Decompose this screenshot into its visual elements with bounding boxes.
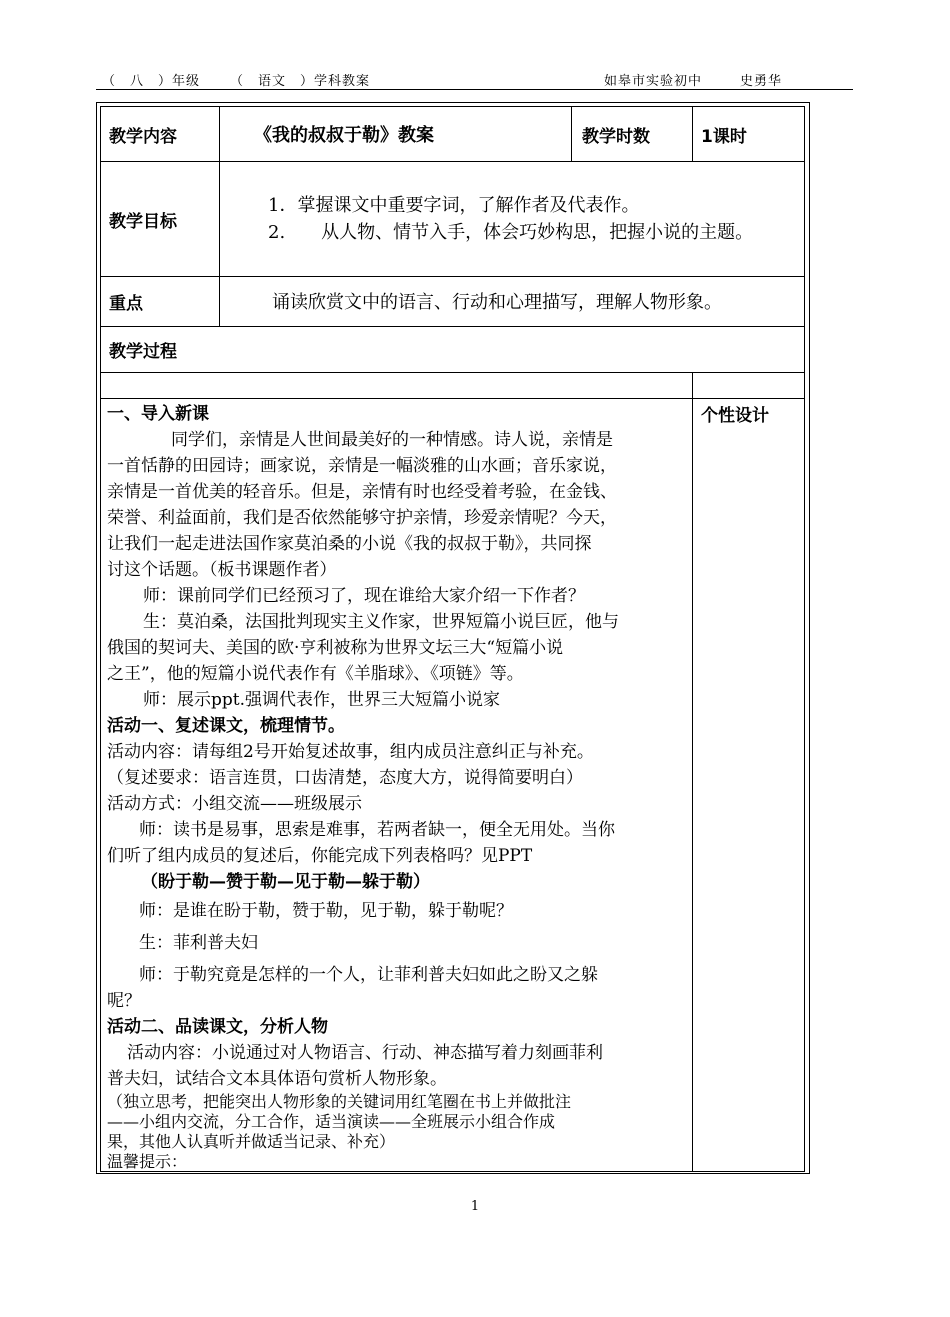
side-design-label: 个性设计 <box>701 406 769 426</box>
header-teacher: 史勇华 <box>740 74 783 89</box>
activity2-line: 普夫妇，试结合文本具体语句赏析人物形象。 <box>107 1069 447 1089</box>
teacher-line: 师：读书是易事，思索是难事，若两者缺一，便全无用处。当你 <box>139 820 615 840</box>
focus-label: 重点 <box>100 276 220 327</box>
blank-cell <box>692 372 805 399</box>
focus-text: 诵读欣赏文中的语言、行动和心理描写，理解人物形象。 <box>219 276 805 327</box>
teacher-line: 师：展示ppt.强调代表作，世界三大短篇小说家 <box>143 690 500 710</box>
student-line: 生：菲利普夫妇 <box>139 933 258 953</box>
goal-item: 2. 从人物、情节入手，体会巧妙构思，把握小说的主题。 <box>268 222 754 243</box>
intro-line: 同学们，亲情是人世间最美好的一种情感。诗人说，亲情是 <box>171 430 613 450</box>
plot-chain: （盼于勒—赞于勒—见于勒—躲于勒） <box>141 872 430 892</box>
goals-label: 教学目标 <box>100 161 220 277</box>
goal-item: 1．掌握课文中重要字词，了解作者及代表作。 <box>268 195 640 216</box>
header-school: 如皋市实验初中 <box>604 74 703 89</box>
process-label: 教学过程 <box>100 326 805 373</box>
intro-line: 荣誉、利益面前，我们是否依然能够守护亲情，珍爱亲情呢？今天， <box>107 508 617 528</box>
activity2-title: 活动二、品读课文，分析人物 <box>107 1017 328 1037</box>
student-line: 俄国的契诃夫、美国的欧·亨利被称为世界文坛三大“短篇小说 <box>107 638 564 658</box>
header-subject: （ 语文 ）学科教案 <box>230 74 371 89</box>
activity2-note: ——小组内交流，分工合作，适当演读——全班展示小组合作成 <box>107 1112 556 1131</box>
side-design-cell <box>692 398 805 1172</box>
blank-cell <box>100 372 693 399</box>
lesson-plan-table <box>96 102 810 1174</box>
tip-label: 温馨提示： <box>107 1152 188 1171</box>
teacher-line: 师：课前同学们已经预习了，现在谁给大家介绍一下作者？ <box>143 586 585 606</box>
activity2-note: （独立思考，把能突出人物形象的关键词用红笔圈在书上并做批注 <box>107 1092 572 1111</box>
intro-line: 一首恬静的田园诗；画家说，亲情是一幅淡雅的山水画；音乐家说， <box>107 456 617 476</box>
content-label: 教学内容 <box>100 106 220 162</box>
goals-cell <box>219 161 805 277</box>
activity1-method: 活动方式：小组交流——班级展示 <box>107 794 362 814</box>
teacher-line: 师：于勒究竟是怎样的一个人，让菲利普夫妇如此之盼又之躲 <box>139 965 598 985</box>
intro-line: 亲情是一首优美的轻音乐。但是，亲情有时也经受着考验，在金钱、 <box>107 482 617 502</box>
teacher-line: 呢？ <box>107 991 141 1011</box>
intro-line: 让我们一起走进法国作家莫泊桑的小说《我的叔叔于勒》，共同探 <box>107 534 592 554</box>
header-rule <box>96 89 853 90</box>
teacher-line: 们听了组内成员的复述后，你能完成下列表格吗？见PPT <box>107 846 533 866</box>
activity1-requirement: （复述要求：语言连贯，口齿清楚，态度大方，说得简要明白） <box>107 768 583 788</box>
activity1-content: 活动内容：请每组2号开始复述故事，组内成员注意纠正与补充。 <box>107 742 594 762</box>
section-intro-title: 一、导入新课 <box>107 404 209 424</box>
header-grade: （ 八 ）年级 <box>102 74 201 89</box>
activity2-line: 活动内容：小说通过对人物语言、行动、神态描写着力刻画菲利 <box>127 1043 603 1063</box>
page-number: 1 <box>470 1199 480 1214</box>
hours-value: 1课时 <box>692 106 805 162</box>
student-line: 生：莫泊桑，法国批判现实主义作家，世界短篇小说巨匠，他与 <box>143 612 619 632</box>
intro-line: 讨这个话题。（板书课题作者） <box>107 560 337 580</box>
hours-label: 教学时数 <box>571 106 693 162</box>
teacher-line: 师：是谁在盼于勒，赞于勒，见于勒，躲于勒呢？ <box>139 901 513 921</box>
activity1-title: 活动一、复述课文，梳理情节。 <box>107 716 345 736</box>
activity2-note: 果，其他人认真听并做适当记录、补充） <box>107 1132 396 1151</box>
student-line: 之王”，他的短篇小说代表作有《羊脂球》、《项链》等。 <box>107 664 524 684</box>
process-body <box>100 398 693 1172</box>
lesson-title: 《我的叔叔于勒》教案 <box>219 106 572 162</box>
